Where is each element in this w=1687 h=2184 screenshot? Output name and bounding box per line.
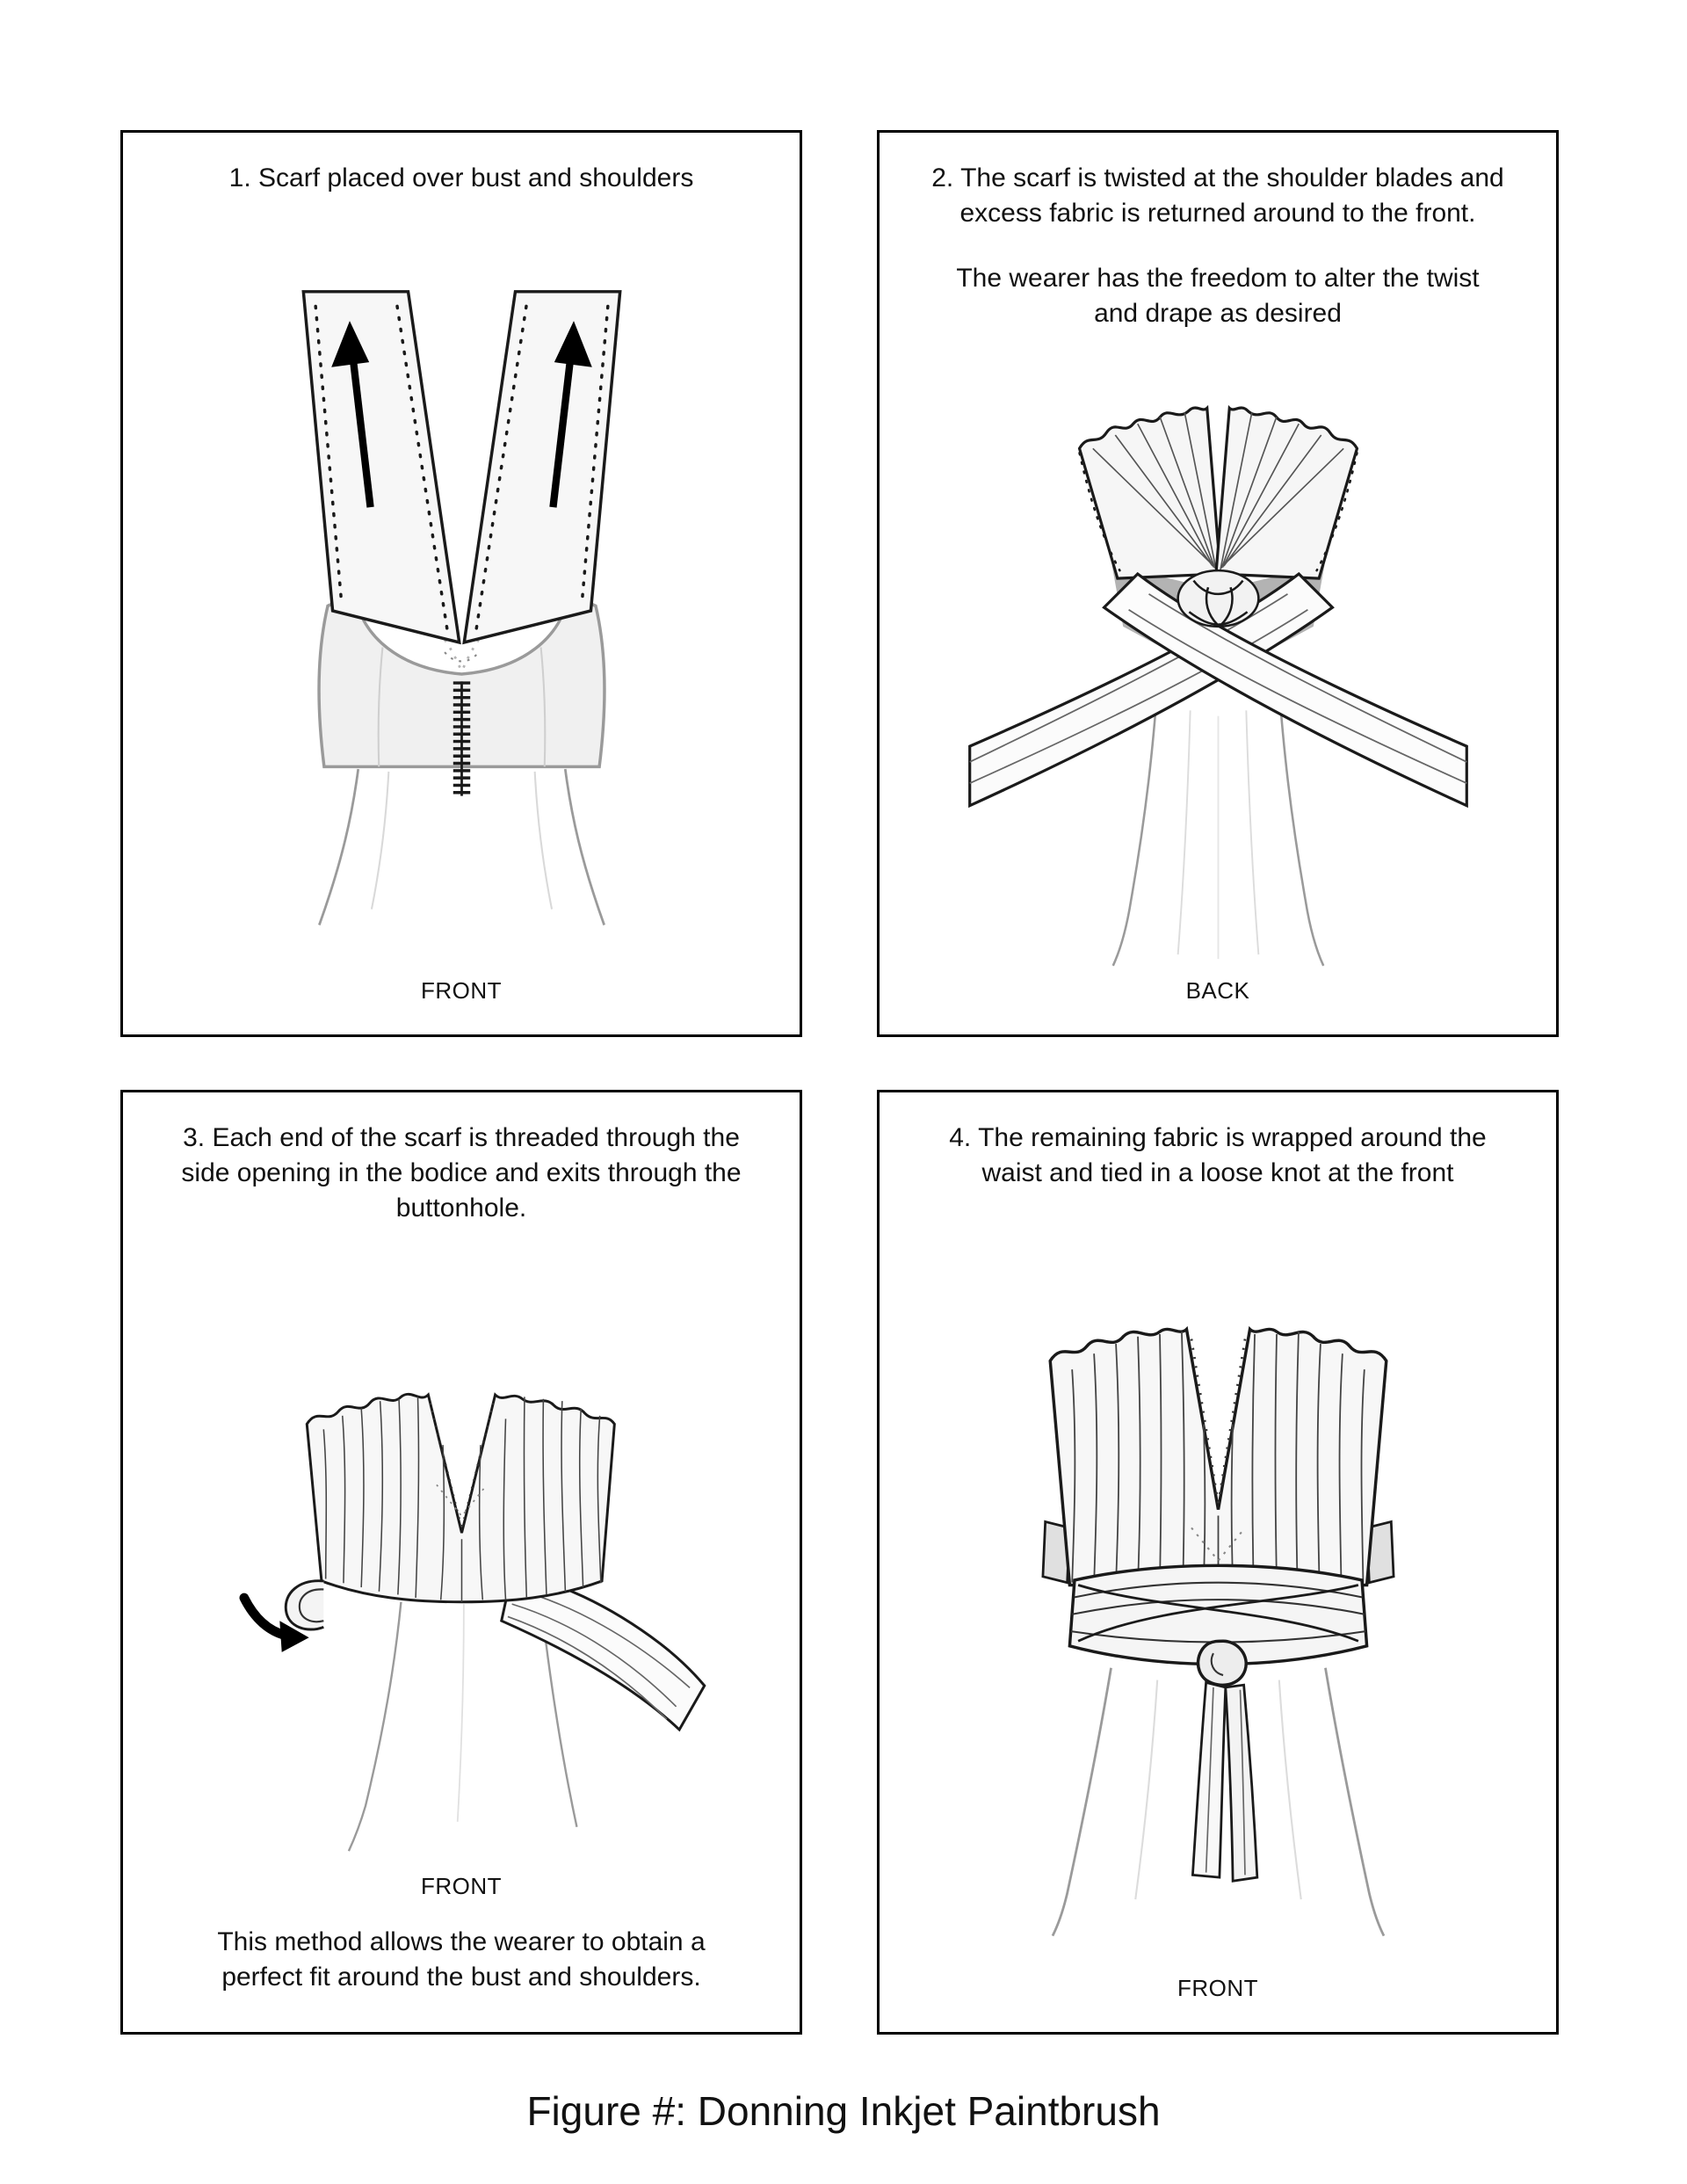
knot — [1198, 1641, 1246, 1685]
step-1-view-label: FRONT — [420, 977, 503, 1004]
step-3-text: 3. Each end of the scarf is threaded through the side opening in the bodice and exits through the buttonhole. — [181, 1123, 742, 1223]
figure-caption: Figure #: Donning Inkjet Paintbrush — [526, 2088, 1161, 2134]
step-1-text: 1. Scarf placed over bust and shoulders — [228, 163, 694, 192]
panel-step-4 — [877, 1090, 1559, 2035]
front-bodice-scarf-drawing — [157, 207, 766, 965]
step-4-illustration — [880, 1191, 1556, 1975]
step-3-illustration — [123, 1226, 800, 1874]
torso-lines — [1112, 682, 1322, 965]
gathered-fabric-left — [1079, 408, 1220, 578]
step-3-footer-text: This method allows the wearer to obtain a perfect fit around the bust and shoulders. — [217, 1927, 706, 1992]
front-waist-knot-drawing — [914, 1202, 1523, 1963]
gathered-fabric-right — [1215, 408, 1357, 578]
step-2-secondary-text: The wearer has the freedom to alter the twist and drape as desired — [956, 263, 1480, 328]
step-1-illustration — [123, 196, 800, 977]
step-4-text: 4. The remaining fabric is wrapped around the waist and tied in a loose knot at the front — [949, 1123, 1487, 1187]
step-4-view-label: FRONT — [1177, 1975, 1259, 2001]
step-3-view-label: FRONT — [420, 1873, 503, 1900]
ruched-bandeau — [307, 1394, 614, 1601]
panel-step-3 — [120, 1090, 802, 2035]
step-2-text: 2. The scarf is twisted at the shoulder blades and excess fabric is returned around to the front. — [931, 163, 1504, 228]
step-2-view-label: BACK — [1185, 977, 1250, 1004]
front-threading-drawing — [157, 1236, 766, 1863]
side-loop — [286, 1580, 323, 1629]
back-twist-drawing — [914, 341, 1523, 968]
panel-step-1 — [120, 130, 802, 1037]
step-2-illustration — [880, 331, 1556, 977]
panel-step-2 — [877, 130, 1559, 1037]
gathered-top — [1050, 1330, 1387, 1585]
twist-knot — [1177, 570, 1258, 627]
hanging-ends — [1192, 1683, 1256, 1882]
